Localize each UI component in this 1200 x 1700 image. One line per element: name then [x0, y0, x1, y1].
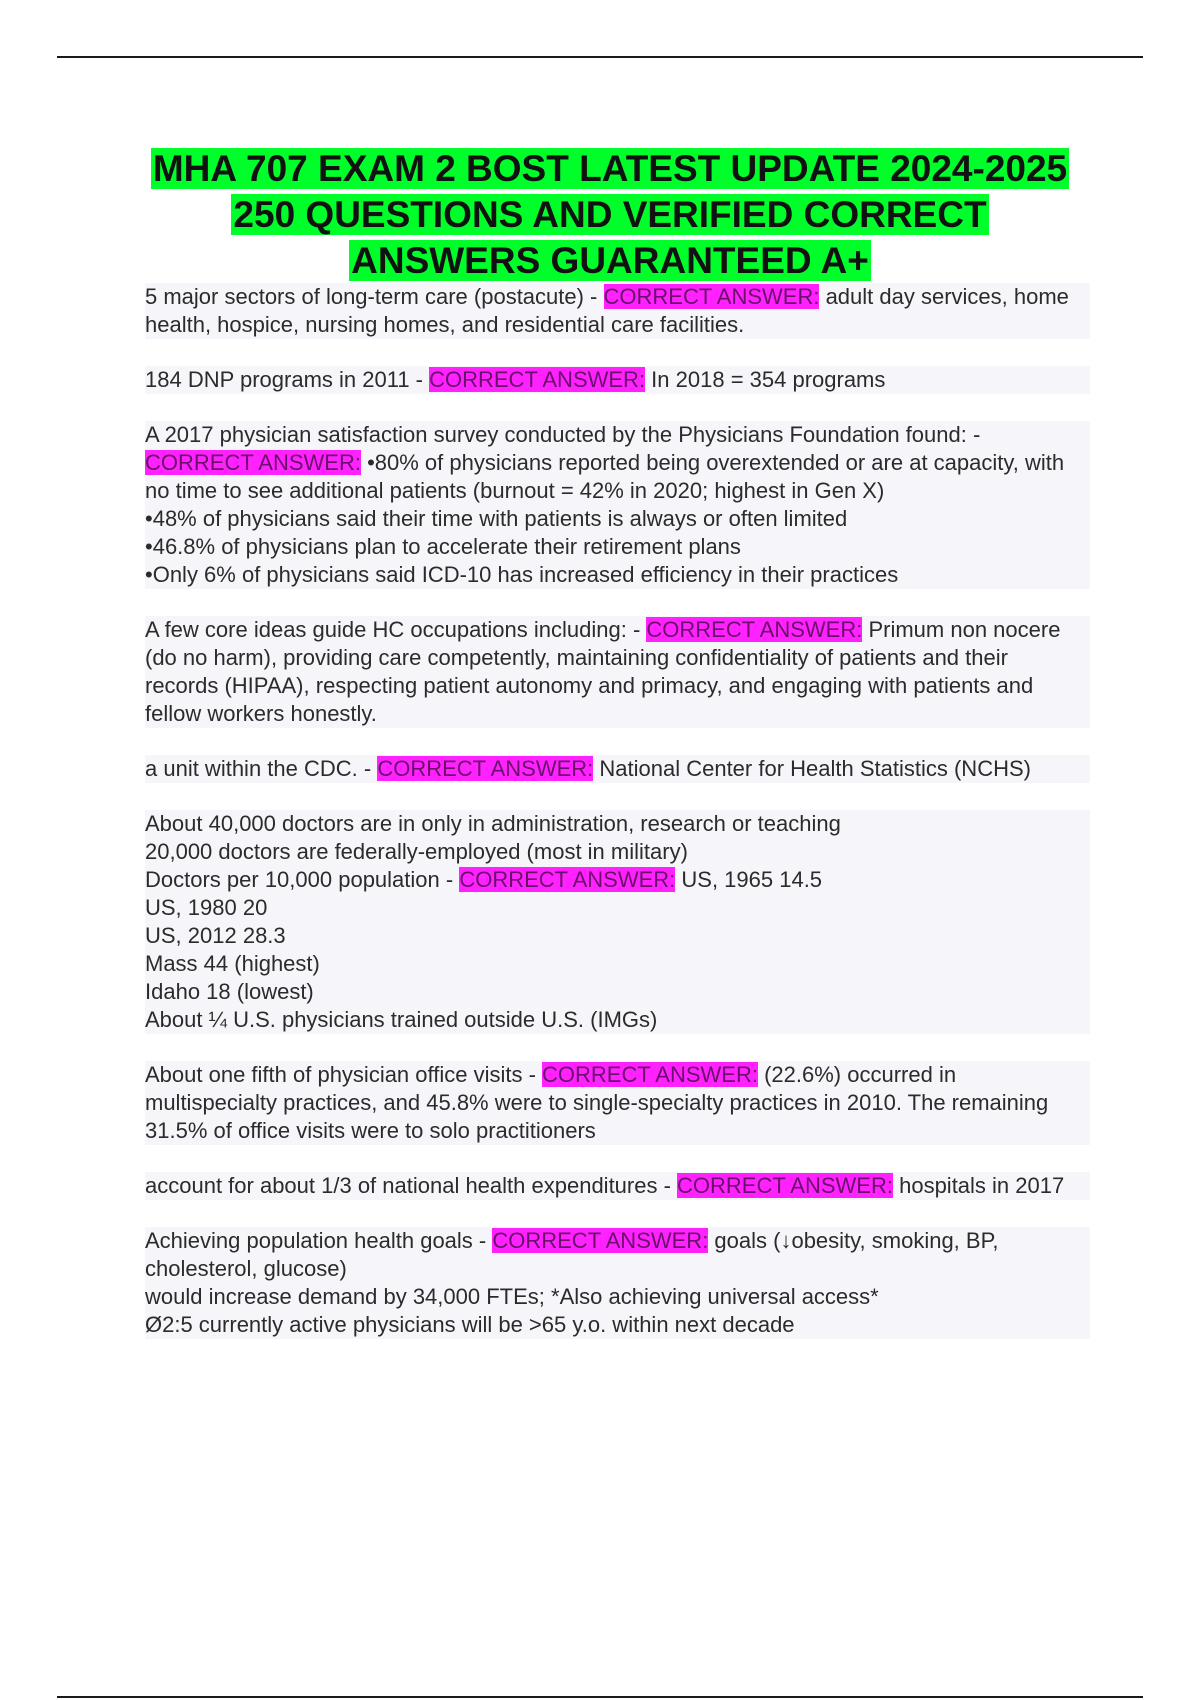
question-text: a unit within the CDC. -: [145, 756, 378, 781]
correct-answer-label: CORRECT ANSWER:: [377, 756, 594, 781]
answer-text: In 2018 = 354 programs: [645, 367, 886, 392]
title-block: [140, 146, 1080, 284]
question-text: A 2017 physician satisfaction survey conducted by the Physicians Foundation found: -: [145, 422, 981, 447]
top-divider: [57, 56, 1143, 58]
question-text: A few core ideas guide HC occupations including: -: [145, 617, 647, 642]
qa-item: [145, 283, 1090, 339]
qa-item: [145, 616, 1090, 728]
correct-answer-label: CORRECT ANSWER:: [603, 284, 820, 309]
correct-answer-label: CORRECT ANSWER:: [429, 367, 646, 392]
question-text: About one fifth of physician office visits -: [145, 1062, 543, 1087]
answer-text: adult day services, home health, hospice, nursing homes, and residential care facilities.: [145, 284, 1069, 337]
answer-text: Primum non nocere (do no harm), providing care competently, maintaining confidentiality of patients and their records (HIPAA), respecting patient autonomy and primacy, and engaging with patients and fellow workers honestly.: [145, 617, 1061, 726]
qa-item: [145, 1172, 1090, 1200]
correct-answer-label: CORRECT ANSWER:: [677, 1173, 893, 1198]
question-text: account for about 1/3 of national health expenditures -: [145, 1173, 678, 1198]
answer-text: US, 1965 14.5 US, 1980 20 US, 2012 28.3 Mass 44 (highest) Idaho 18 (lowest) About ¼ U.S. physicians trained outside U.S. (IMGs): [145, 867, 823, 1032]
question-text: Achieving population health goals -: [145, 1228, 493, 1253]
bottom-divider: [57, 1696, 1143, 1698]
answer-text: •80% of physicians reported being overextended or are at capacity, with no time to see additional patients (burnout = 42% in 2020; highest in Gen X) •48% of physicians said their time with patients is always or often limited •46.8% of physicians plan to accelerate their retirement plans •Only 6% of physicians said ICD-10 has increased efficiency in their practices: [145, 450, 1065, 587]
qa-item: [145, 421, 1090, 589]
answer-text: goals (↓obesity, smoking, BP, cholesterol, glucose) would increase demand by 34,000 FTEs; *Also achieving universal access* Ø2:5 currently active physicians will be >65 y.o. within next decade: [145, 1228, 999, 1337]
correct-answer-label: CORRECT ANSWER:: [646, 617, 863, 642]
qa-item: [145, 755, 1090, 783]
correct-answer-label: CORRECT ANSWER:: [459, 867, 676, 892]
correct-answer-label: CORRECT ANSWER:: [492, 1228, 709, 1253]
qa-item: [145, 1227, 1090, 1339]
qa-item: [145, 366, 1090, 394]
question-text: About 40,000 doctors are in only in administration, research or teaching 20,000 doctors are federally-employed (most in military) Doctors per 10,000 population -: [145, 811, 841, 892]
qa-item: [145, 1061, 1090, 1145]
answer-text: hospitals in 2017: [892, 1173, 1065, 1198]
question-text: 184 DNP programs in 2011 -: [145, 367, 430, 392]
qa-item: [145, 810, 1090, 1034]
answer-text: (22.6%) occurred in multispecialty practices, and 45.8% were to single-specialty practices in 2010. The remaining 31.5% of office visits were to solo practitioners: [145, 1062, 1049, 1143]
answer-text: National Center for Health Statistics (NCHS): [593, 756, 1031, 781]
question-text: 5 major sectors of long-term care (postacute) -: [145, 284, 604, 309]
correct-answer-label: CORRECT ANSWER:: [542, 1062, 758, 1087]
qa-list: [145, 283, 1090, 1366]
correct-answer-label: CORRECT ANSWER:: [145, 450, 361, 475]
document-title: MHA 707 EXAM 2 BOST LATEST UPDATE 2024-2025 250 QUESTIONS AND VERIFIED CORRECT ANSWERS GUARANTEED A+: [152, 148, 1068, 281]
